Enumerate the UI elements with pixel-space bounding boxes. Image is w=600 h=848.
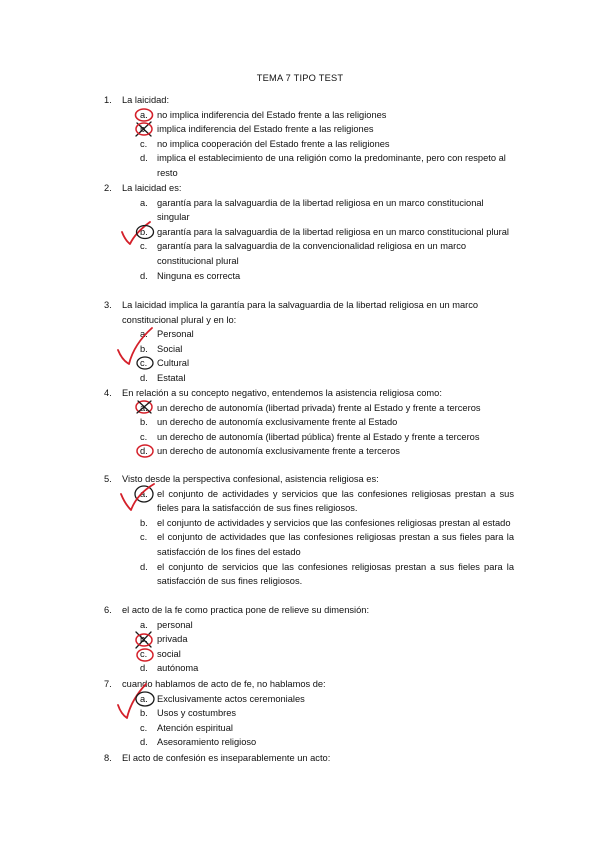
question-4 [104, 386, 514, 459]
option-d [104, 151, 514, 180]
option-a [104, 196, 514, 225]
option-letter: d. [140, 153, 148, 164]
option-letter: a. [140, 488, 148, 499]
option-text: Exclusivamente actos ceremoniales [157, 693, 305, 704]
option-text: el conjunto de actividades y servicios que las confesiones religiosas prestan al estado [157, 517, 511, 528]
option-b [104, 516, 514, 531]
option-letter: a. [140, 329, 148, 340]
question-text: La laicidad: [122, 95, 170, 105]
option-letter: d. [140, 372, 148, 383]
option-text: social [157, 648, 181, 659]
question-number: 2. [104, 183, 112, 193]
option-text: Ninguna es correcta [157, 270, 241, 281]
option-letter: c. [140, 648, 148, 659]
option-c [104, 239, 514, 268]
option-text: Estatal [157, 372, 186, 383]
option-letter: c. [140, 241, 148, 252]
option-letter: d. [140, 561, 148, 572]
question-text: El acto de confesión es inseparablemente un acto: [122, 753, 331, 763]
option-letter: a. [140, 197, 148, 208]
option-a [104, 108, 514, 123]
option-text: implica el establecimiento de una religión como la predominante, pero con respeto al resto [157, 153, 506, 178]
option-text: garantía para la salvaguardia de la convencionalidad religiosa en un marco constitucional plural [157, 241, 467, 266]
question-text: cuando hablamos de acto de fe, no hablamos de: [122, 679, 326, 689]
option-b [104, 706, 514, 721]
option-letter: b. [140, 124, 148, 135]
option-d [104, 661, 514, 676]
option-b [104, 415, 514, 430]
option-text: Personal [157, 329, 194, 340]
option-text: un derecho de autonomía (libertad pública) frente al Estado y frente a terceros [157, 431, 480, 442]
option-letter: a. [140, 109, 148, 120]
question-number: 8. [104, 753, 112, 763]
option-text: Cultural [157, 358, 190, 369]
option-a [104, 487, 514, 516]
option-letter: c. [140, 722, 148, 733]
question-number: 3. [104, 300, 112, 310]
option-text: autónoma [157, 663, 199, 674]
option-b [104, 342, 514, 357]
option-letter: b. [140, 634, 148, 645]
question-text: el acto de la fe como practica pone de relieve su dimensión: [122, 605, 370, 615]
option-letter: c. [140, 138, 148, 149]
option-letter: b. [140, 343, 148, 354]
option-letter: a. [140, 693, 148, 704]
option-text: no implica indiferencia del Estado frente a las religiones [157, 109, 387, 120]
option-a [104, 327, 514, 342]
option-text: un derecho de autonomía exclusivamente frente a terceros [157, 446, 400, 457]
option-d [104, 444, 514, 459]
option-a [104, 618, 514, 633]
option-c [104, 430, 514, 445]
option-letter: b. [140, 517, 148, 528]
option-letter: b. [140, 708, 148, 719]
option-d [104, 269, 514, 284]
option-a [104, 692, 514, 707]
option-letter: c. [140, 358, 148, 369]
question-8 [104, 751, 514, 766]
option-letter: c. [140, 532, 148, 543]
option-d [104, 735, 514, 750]
option-d [104, 371, 514, 386]
option-letter: c. [140, 431, 148, 442]
question-number: 5. [104, 474, 112, 484]
option-a [104, 401, 514, 416]
option-text: el conjunto de actividades y servicios que las confesiones religiosas prestan a sus fieles para la satisfacción de sus fines religiosos. [157, 488, 514, 514]
option-text: implica indiferencia del Estado frente a las religiones [157, 124, 374, 135]
question-3 [104, 298, 514, 386]
question-2 [104, 181, 514, 283]
option-text: no implica cooperación del Estado frente a las religiones [157, 138, 390, 149]
document-title: TEMA 7 TIPO TEST [256, 73, 344, 83]
option-text: un derecho de autonomía (libertad privada) frente al Estado y frente a terceros [157, 402, 481, 413]
question-1 [104, 93, 514, 181]
question-5 [104, 472, 514, 589]
option-text: Atención espiritual [157, 722, 233, 733]
question-number: 1. [104, 95, 112, 105]
option-c [104, 356, 514, 371]
question-text: La laicidad implica la garantía para la salvaguardia de la libertad religiosa en un marco constitucional plural y en lo: [122, 300, 479, 325]
option-text: un derecho de autonomía exclusivamente frente al Estado [157, 417, 398, 428]
option-text: el conjunto de servicios que las confesiones religiosas prestan a sus fieles para la satisfacción de sus fines religiosos. [157, 561, 514, 587]
option-c [104, 530, 514, 559]
option-b [104, 632, 514, 647]
option-letter: b. [140, 417, 148, 428]
option-letter: d. [140, 270, 148, 281]
option-b [104, 225, 514, 240]
question-number: 7. [104, 679, 112, 689]
option-text: Asesoramiento religioso [157, 737, 257, 748]
option-letter: a. [140, 619, 148, 630]
option-text: garantía para la salvaguardia de la libertad religiosa en un marco constitucional plural [157, 226, 509, 237]
option-b [104, 122, 514, 137]
question-number: 6. [104, 605, 112, 615]
option-c [104, 137, 514, 152]
question-7 [104, 677, 514, 750]
option-text: privada [157, 634, 188, 645]
option-text: Social [157, 343, 183, 354]
question-6 [104, 603, 514, 676]
question-text: Visto desde la perspectiva confesional, asistencia religiosa es: [122, 474, 379, 484]
option-c [104, 721, 514, 736]
option-text: personal [157, 619, 193, 630]
option-text: garantía para la salvaguardia de la libertad religiosa en un marco constitucional singular [157, 197, 484, 223]
question-number: 4. [104, 388, 112, 398]
option-letter: b. [140, 226, 148, 237]
option-text: Usos y costumbres [157, 708, 237, 719]
question-text: En relación a su concepto negativo, entendemos la asistencia religiosa como: [122, 388, 442, 398]
option-c [104, 647, 514, 662]
option-letter: d. [140, 446, 148, 457]
option-letter: d. [140, 663, 148, 674]
option-letter: a. [140, 402, 148, 413]
option-text: el conjunto de actividades que las confesiones religiosas prestan a sus fieles para la satisfacción de los fines del estado [157, 532, 514, 557]
option-letter: d. [140, 737, 148, 748]
option-d [104, 560, 514, 589]
question-text: La laicidad es: [122, 183, 182, 193]
